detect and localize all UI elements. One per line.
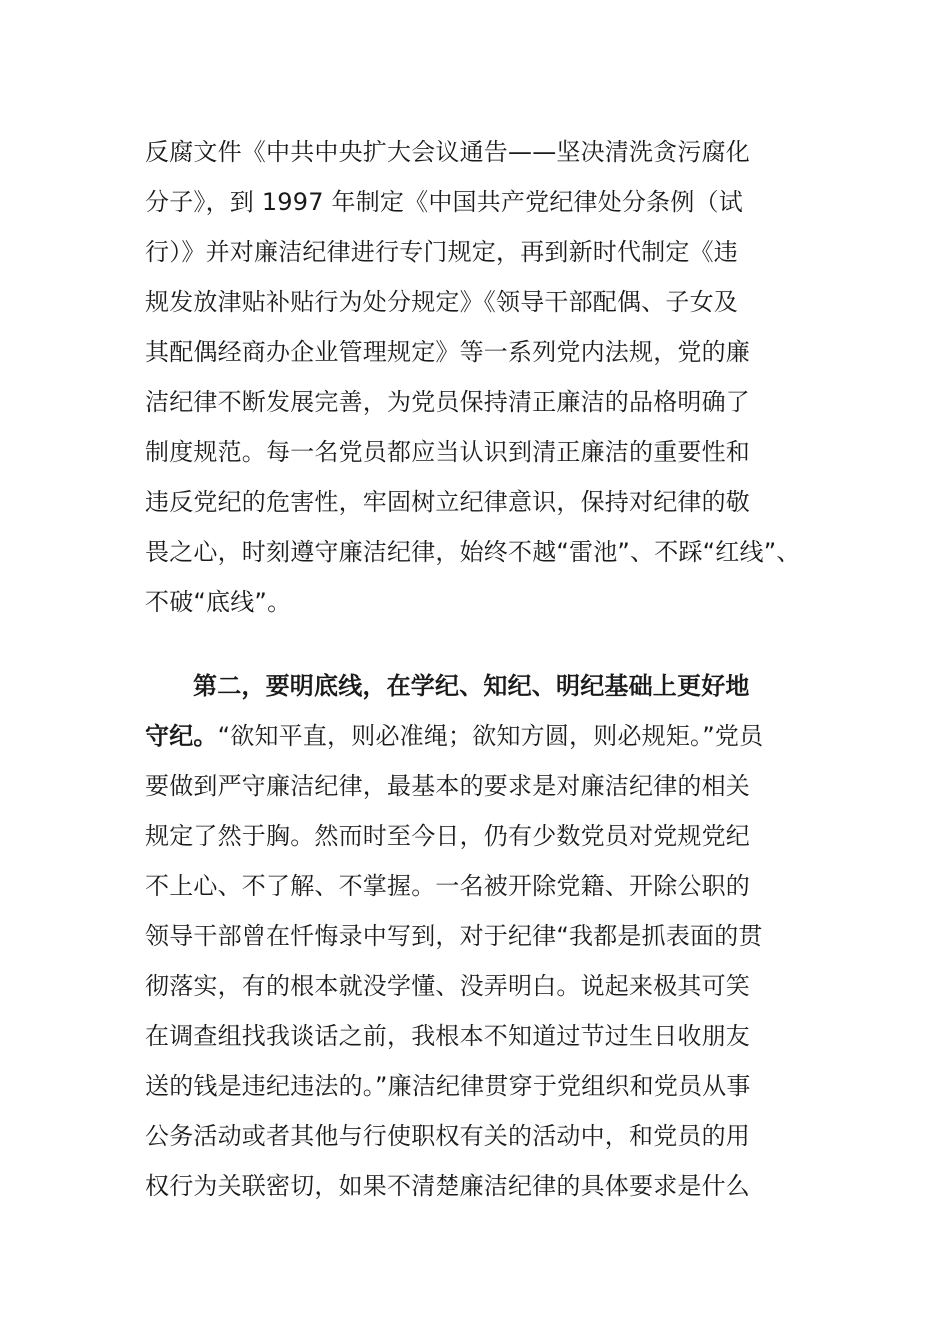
section-heading: 第二，要明底线，在学纪、知纪、明纪基础上更好地	[193, 672, 750, 700]
text-line: 制度规范。每一名党员都应当认识到清正廉洁的重要性和	[145, 438, 750, 466]
text-line: 不破“底线”。	[145, 588, 292, 616]
text-line: 违反党纪的危害性，牢固树立纪律意识，保持对纪律的敬	[145, 488, 750, 516]
text-line: 行）》并对廉洁纪律进行专门规定，再到新时代制定《违	[145, 238, 738, 266]
text-line: 规发放津贴补贴行为处分规定》《领导干部配偶、子女及	[145, 288, 738, 316]
text-line: 畏之心，时刻遵守廉洁纪律，始终不越“雷池”、不踩“红线”、	[145, 538, 801, 566]
text-line: 洁纪律不断发展完善，为党员保持清正廉洁的品格明确了	[145, 388, 750, 416]
text-line: 在调查组找我谈话之前，我根本不知道过节过生日收朋友	[145, 1022, 750, 1050]
text-line: 分子》，到 1997 年制定《中国共产党纪律处分条例（试	[145, 188, 743, 216]
text-line: 不上心、不了解、不掌握。一名被开除党籍、开除公职的	[145, 872, 750, 900]
text-line: 权行为关联密切，如果不清楚廉洁纪律的具体要求是什么	[145, 1172, 750, 1200]
text-line: 要做到严守廉洁纪律，最基本的要求是对廉洁纪律的相关	[145, 772, 750, 800]
section-heading-end: 守纪。	[145, 722, 218, 750]
quote-text: “欲知平直，则必准绳；欲知方圆，则必规矩。”党员	[217, 722, 764, 750]
text-line	[145, 711, 763, 761]
text-line: 其配偶经商办企业管理规定》等一系列党内法规，党的廉	[145, 338, 750, 366]
text-line: 彻落实，有的根本就没学懂、没弄明白。说起来极其可笑	[145, 972, 750, 1000]
text-line: 送的钱是违纪违法的。”廉洁纪律贯穿于党组织和党员从事	[145, 1072, 751, 1100]
text-line: 领导干部曾在忏悔录中写到，对于纪律“我都是抓表面的贯	[145, 922, 763, 950]
text-line: 规定了然于胸。然而时至今日，仍有少数党员对党规党纪	[145, 822, 750, 850]
text-line: 公务活动或者其他与行使职权有关的活动中，和党员的用	[145, 1122, 750, 1150]
text-line: 反腐文件《中共中央扩大会议通告——坚决清洗贪污腐化	[145, 138, 750, 166]
